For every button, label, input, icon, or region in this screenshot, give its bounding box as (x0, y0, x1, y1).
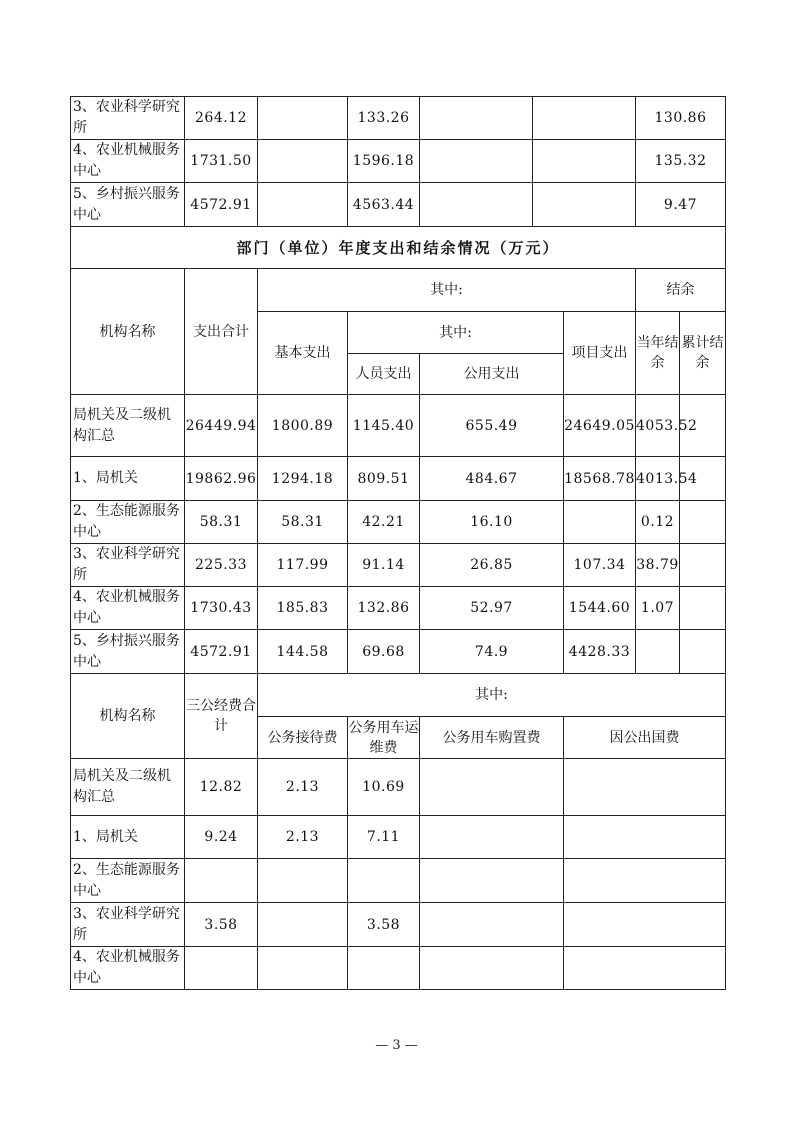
cell-current-balance: 1.07 (636, 587, 680, 630)
cell-abroad (564, 859, 726, 903)
cell-abroad (564, 903, 726, 947)
cell-vehicle-ops (348, 859, 420, 903)
cell-vehicle-ops: 7.11 (348, 816, 420, 859)
cell-project: 18568.78 (564, 457, 636, 501)
cell-basic: 144.58 (258, 630, 348, 674)
cell-basic: 117.99 (258, 544, 348, 587)
cell-abroad (564, 816, 726, 859)
table-row (71, 457, 726, 501)
cell: 133.26 (348, 97, 420, 140)
org-name: 3、农业科学研究所 (71, 903, 185, 947)
table-row (71, 183, 726, 227)
cell-public: 52.97 (420, 587, 564, 630)
cell-total: 9.24 (185, 816, 258, 859)
cell (258, 97, 348, 140)
cell-total: 225.33 (185, 544, 258, 587)
table-row (71, 140, 726, 183)
cell-public: 74.9 (420, 630, 564, 674)
cell-total: 12.82 (185, 759, 258, 816)
cell-total (185, 859, 258, 903)
table-row (71, 630, 726, 674)
cell-current-balance: 38.79 (636, 544, 680, 587)
header-abroad: 因公出国费 (564, 717, 726, 759)
cell-project: 107.34 (564, 544, 636, 587)
cell-public: 26.85 (420, 544, 564, 587)
cell-total: 4572.91 (185, 630, 258, 674)
header-vehicle-purchase: 公务用车购置费 (420, 717, 564, 759)
cell-personnel: 1145.40 (348, 395, 420, 457)
cell-total: 1731.50 (185, 140, 258, 183)
header-org-name: 机构名称 (71, 674, 185, 759)
cell (420, 97, 533, 140)
org-name: 3、农业科学研究所 (71, 544, 185, 587)
cell (258, 183, 348, 227)
org-name: 1、局机关 (71, 457, 185, 501)
table-row (71, 544, 726, 587)
cell-reception (258, 859, 348, 903)
cell-reception: 2.13 (258, 816, 348, 859)
header-cumulative-balance: 累计结余 (680, 312, 726, 395)
header-among-2: 其中: (348, 312, 564, 354)
cell-current-balance (636, 630, 680, 674)
table-row (71, 816, 726, 859)
cell-public: 655.49 (420, 395, 564, 457)
cell-total: 26449.94 (185, 395, 258, 457)
table-row (71, 97, 726, 140)
cell-current-balance: 0.12 (636, 501, 680, 544)
cell-abroad (564, 759, 726, 816)
header-org-name: 机构名称 (71, 269, 185, 395)
cell-cumulative-balance (680, 544, 726, 587)
cell-project: 24649.05 (564, 395, 636, 457)
cell-vehicle-ops: 3.58 (348, 903, 420, 947)
cell (533, 140, 636, 183)
table-row (71, 859, 726, 903)
cell (533, 97, 636, 140)
cell-vehicle-ops: 10.69 (348, 759, 420, 816)
org-name: 局机关及二级机构汇总 (71, 395, 185, 457)
cell: 9.47 (636, 183, 726, 227)
header-three-public-total: 三公经费合计 (185, 674, 258, 759)
cell-current-balance: 4053.52 (636, 395, 680, 457)
cell (420, 140, 533, 183)
cell-total: 19862.96 (185, 457, 258, 501)
cell-project: 1544.60 (564, 587, 636, 630)
cell-cumulative-balance (680, 630, 726, 674)
cell-vehicle-purchase (420, 759, 564, 816)
cell-total: 3.58 (185, 903, 258, 947)
org-name: 5、乡村振兴服务中心 (71, 183, 185, 227)
cell: 135.32 (636, 140, 726, 183)
cell-abroad (564, 947, 726, 990)
page-number: — 3 — (375, 1038, 418, 1053)
cell-total: 58.31 (185, 501, 258, 544)
cell: 4563.44 (348, 183, 420, 227)
org-name: 5、乡村振兴服务中心 (71, 630, 185, 674)
header-personnel: 人员支出 (348, 354, 420, 395)
org-name: 1、局机关 (71, 816, 185, 859)
budget-table (70, 96, 726, 990)
cell-personnel: 132.86 (348, 587, 420, 630)
cell-public: 484.67 (420, 457, 564, 501)
cell: 1596.18 (348, 140, 420, 183)
cell-basic: 185.83 (258, 587, 348, 630)
cell-vehicle-purchase (420, 947, 564, 990)
org-name: 4、农业机械服务中心 (71, 947, 185, 990)
org-name: 2、生态能源服务中心 (71, 859, 185, 903)
cell (420, 183, 533, 227)
org-name: 3、农业科学研究所 (71, 97, 185, 140)
cell-basic: 1800.89 (258, 395, 348, 457)
cell-personnel: 91.14 (348, 544, 420, 587)
cell-reception (258, 903, 348, 947)
cell-total: 4572.91 (185, 183, 258, 227)
cell-cumulative-balance (680, 501, 726, 544)
header-project: 项目支出 (564, 312, 636, 395)
cell: 130.86 (636, 97, 726, 140)
org-name: 局机关及二级机构汇总 (71, 759, 185, 816)
section-title: 部门（单位）年度支出和结余情况（万元） (71, 227, 726, 269)
table-row (71, 903, 726, 947)
cell-public: 16.10 (420, 501, 564, 544)
cell-personnel: 69.68 (348, 630, 420, 674)
org-name: 4、农业机械服务中心 (71, 587, 185, 630)
cell (533, 183, 636, 227)
header-among: 其中: (258, 674, 726, 717)
cell-vehicle-purchase (420, 859, 564, 903)
cell-cumulative-balance (680, 587, 726, 630)
table-row (71, 947, 726, 990)
table-row (71, 587, 726, 630)
cell-project (564, 501, 636, 544)
table-row (71, 395, 726, 457)
cell-vehicle-purchase (420, 903, 564, 947)
table-row (71, 501, 726, 544)
header-balance: 结余 (636, 269, 726, 312)
cell (258, 140, 348, 183)
header-total: 支出合计 (185, 269, 258, 395)
header-vehicle-ops: 公务用车运维费 (348, 717, 420, 759)
cell-total: 1730.43 (185, 587, 258, 630)
cell-reception (258, 947, 348, 990)
header-basic: 基本支出 (258, 312, 348, 395)
header-reception: 公务接待费 (258, 717, 348, 759)
table-row (71, 759, 726, 816)
cell-basic: 1294.18 (258, 457, 348, 501)
cell-basic: 58.31 (258, 501, 348, 544)
cell-project: 4428.33 (564, 630, 636, 674)
header-current-balance: 当年结余 (636, 312, 680, 395)
cell-total (185, 947, 258, 990)
org-name: 2、生态能源服务中心 (71, 501, 185, 544)
cell-reception: 2.13 (258, 759, 348, 816)
cell-personnel: 809.51 (348, 457, 420, 501)
cell-vehicle-purchase (420, 816, 564, 859)
cell-vehicle-ops (348, 947, 420, 990)
cell-total: 264.12 (185, 97, 258, 140)
header-public: 公用支出 (420, 354, 564, 395)
header-among: 其中: (258, 269, 636, 312)
cell-personnel: 42.21 (348, 501, 420, 544)
cell-current-balance: 4013.54 (636, 457, 680, 501)
org-name: 4、农业机械服务中心 (71, 140, 185, 183)
